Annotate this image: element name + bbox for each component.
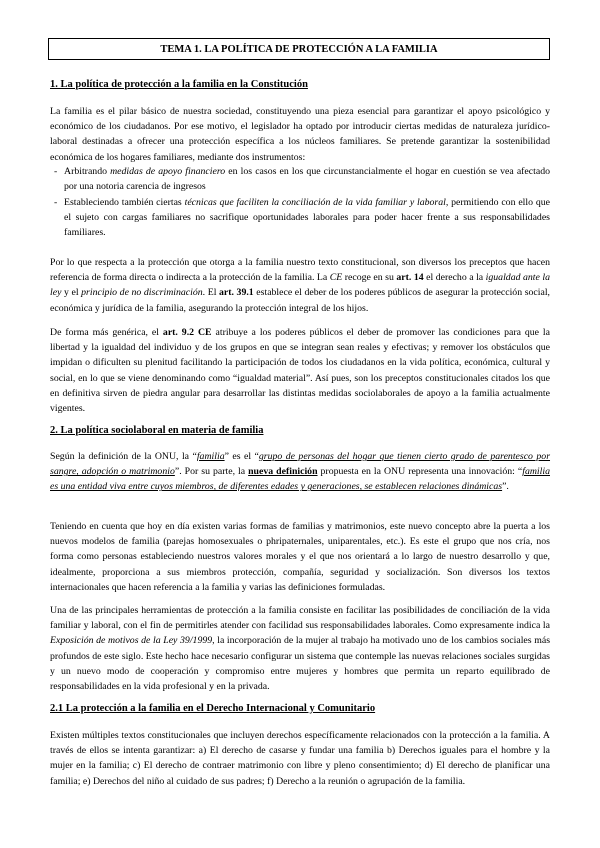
section-2-1-heading: 2.1 La protección a la familia en el Derecho Internacional y Comunitario (50, 703, 376, 714)
section-2-1-paragraph-1: Existen múltiples textos constitucionales que incluyen derechos específicamente relacionados con la protección a la familia. A través de ellos se intenta garantizar: a) El derecho de casarse y fundar una familia b) Derechos iguales para el hombre y la mujer en la familia; c) El derecho de contraer matrimonio con libre y pleno consentimiento; d) El derecho de planificar una familia; e) Derechos del niño al cuidado de sus padres; f) Derecho a la reunión o agrupación de la familia. (50, 730, 550, 787)
bullet-item-2: - Estableciendo también ciertas técnicas que faciliten la conciliación de la vida familiar y laboral, permitiendo con ello que el sujeto con cargas familiares no sacrifique oportunidades laborales para poder hacer frente a sus responsabilidades familiares. (54, 197, 550, 239)
section-2-paragraph-1: Según la definición de la ONU, la “familia” es el “grupo de personas del hogar que tienen cierto grado de parentesco por sangre, adopción o matrimonio”. Por su parte, la nueva definición propuesta en la ONU representa una innovación: “familia es una entidad viva entre cuyos miembros, de diferentes edades y generaciones, se establecen relaciones dinámicas”. (50, 451, 551, 493)
document-title: TEMA 1. LA POLÍTICA DE PROTECCIÓN A LA FAMILIA (48, 38, 550, 60)
section-1-paragraph-3: De forma más genérica, el art. 9.2 CE atribuye a los poderes públicos el deber de promover las condiciones para que la libertad y la igualdad del individuo y de los grupos en que se integran sean reales y efectivas; y remover los obstáculos que impidan o dificulten su plenitud facilitando la participación de todos los ciudadanos en la vida política, económica, cultural y social, en lo que se viene denominando como “igualdad material”. Así pues, son los preceptos constitucionales citados los que en definitiva sirven de piedra angular para desarrollar las distintas medidas sociolaborales de apoyo a la familia actualmente vigentes. (50, 327, 550, 415)
section-2-paragraph-3: Una de las principales herramientas de protección a la familia consiste en facilitar las posibilidades de conciliación de la vida familiar y laboral, con el fin de permitirles atender con facilidad sus responsabilidades laborales. Como expresamente indica la Exposición de motivos de la Ley 39/1999, la incorporación de la mujer al trabajo ha motivado uno de los cambios sociales más profundos de este siglo. Este hecho hace necesario configurar un sistema que contemple las nuevas relaciones sociales surgidas y un nuevo modo de cooperación y compromiso entre mujeres y hombres que permita un reparto equilibrado de responsabilidades en la vida profesional y en la privada. (50, 605, 551, 693)
section-1-heading: 1. La política de protección a la familia en la Constitución (50, 79, 308, 90)
section-1-paragraph-2: Por lo que respecta a la protección que otorga a la familia nuestro texto constitucional, son diversos los preceptos que hacen referencia de forma directa o indirecta a la protección de la familia. La CE recoge en su art. 14 el derecho a la igualdad ante la ley y el principio de no discriminación. El art. 39.1 establece el deber de los poderes públicos de asegurar la protección social, económica y jurídica de la familia, asegurando la protección integral de los hijos. (50, 257, 550, 314)
section-2-paragraph-2: Teniendo en cuenta que hoy en día existen varias formas de familias y matrimonios, este nuevo concepto abre la puerta a los nuevos modelos de familia (parejas homosexuales o phripaternales, uniparentales, etc.). Es este el grupo que nos cría, nos forma como personas estableciendo nuestros valores morales y el que nos orientará a lo largo de nuestro desarrollo y que, idealmente, proporciona a sus miembros protección, compañía, seguridad y socialización. Son diversos los textos internacionales que hacen referencia a la familia y varias las definiciones formuladas. (50, 521, 550, 593)
section-2-heading: 2. La política sociolaboral en materia de familia (50, 425, 264, 436)
section-1-paragraph-1: La familia es el pilar básico de nuestra sociedad, constituyendo una pieza esencial para garantizar el apoyo psicológico y económico de los ciudadanos. Por ese motivo, el legislador ha optado por introducir ciertas medidas de naturaleza jurídico-laboral destinadas a ofrecer una protección específica a los núcleos familiares. Se pretende garantizar la sostenibilidad económica de los hogares familiares, mediante dos instrumentos: (50, 106, 550, 163)
bullet-item-1: - Arbitrando medidas de apoyo financiero en los casos en los que circunstancialmente el hogar en cuestión se vea afectado por una notoria carencia de ingresos (54, 166, 550, 193)
